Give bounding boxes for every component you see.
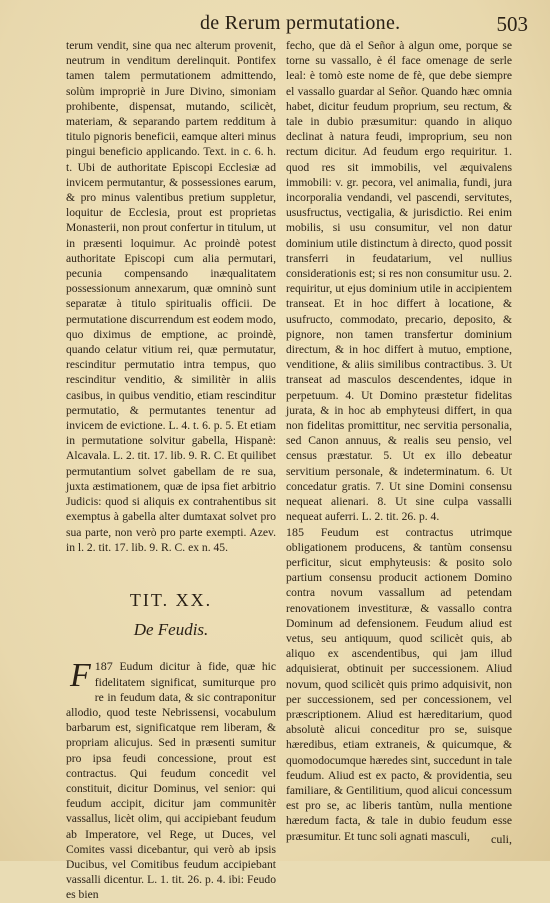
paragraph-185-text: Feudum est contractus utrimque obligationem producens, & tantùm consensu perficitur, sicut emphyteusis: & posito solo partium consensu producit actionem Domino contra novum vassallum ad petendam renovationem investituræ, & vassallo contra Dominum ad defensionem. Feudum aliud est vetus, seu antiquum, quod scilicèt quis, ab aliquo ex ascendentibus, qui jam illud adquisierat, obtinuit per successionem. Aliud novum, quod scilicèt quis primo adquisivit, non per successionem, sed per concessionem, vel præscriptionem. Aliud est hæreditarium, quod absolutè alicui conceditur pro se, suisque hæredibus, etiam extraneis, & quicumque, & quomodocumque hæredes sint, succedunt in tale feudum. Aliud est ex pacto, & providentia, seu familiare, & Gentilitium, quod alicui concessum est pro se, ac liberis tantùm, nulla mentione hæredum facta, & tale in dubio feudum esse præsumitur. Et tunc soli agnati masculi,	[286, 525, 512, 843]
paragraph-number: 185	[286, 524, 304, 539]
title-heading: TIT. XX.	[129, 589, 213, 610]
right-column	[286, 38, 512, 844]
right-paragraph-continued: fecho, que dà el Señor à algun ome, porque se torne su vassallo, è él face omenage de serle leal: è tomò este nome de fè, que debe siempre el vassallo guardar al Señor. Quando hæc omnia habet, dicitur feudum proprium, seu rectum, & tale in dubio præsumitur: quando in aliquo declinat à natura feudi, improprium, seu non rectum dicitur. Ad feudum ergo requiritur. 1. quod res sit immobilis, vel æquivalens immobili: v. gr. pecora, vel animalia, fundi, jura incorporalia vendandi, vel pascendi, servitutes, ususfructus, vectigalia, & jurisdictio. Rei enim mobilis, si usu consumitur, vel non datur dominium utile distinctum à directo, quod possit transferri in feudatarium, vel nullius considerationis est; si res non consumitur usu. 2. requiritur, ut ejus dominium utile in accipientem transeat. Et in hoc differt à locatione, & usufructo, commodato, precario, deposito, & pignore, non tamen transfertur dominium directum, & in hoc differt à mutuo, emptione, venditione, & aliis similibus contractibus. 3. Ut transeat ad masculos descendentes, idque in perpetuum. 4. Ut Domino præstetur fidelitas jurata, & in hoc ab emphyteusi differt, in qua non fidelitas promittitur, nec servitia personalia, sed Canon annuus, & realis seu pensio, vel census præstatur. 5. Ut ex illo debeatur servitium personale, & indeterminatum. 6. Ut concedatur gratis. 7. Ut sine Domini consensu nequeat alienari. 8. Ut sine culpa vassalli nequeat auferri. L. 2. tit. 26. p. 4.	[286, 39, 512, 524]
left-paragraph-continued: terum vendit, sine qua nec alterum provenit, neutrum in venditum derelinquit. Pontifex tamen talem permutationem admittendo, solùm impropriè in Jure Divino, simoniam prohibente, dispensat, mutando, scilicèt, materiam, & separando partem redditum à titulo pignoris beneficii, eamque alteri minus pingui beneficio applicando. Text. in c. 6. h. t. Ubi de authoritate Episcopi Ecclesiæ ad invicem permutantur, & possessiones earum, & pro minus valentibus pretium suppletur, loquitur de Ecclesia, prout est proprietas Monasterii, non prout confertur in titulum, ut in præsenti loquimur. Ac proindè potest authoritate Episcopi cum alia permutari, pecunia compensando inæqualitatem possessionum annexarum, quæ omninò sunt separatæ à titulo spiritualis officii. De permutatione discurrendum est eodem modo, quo diximus de emptione, ac proindè, quando celatur vitium rei, quæ permutatur, rescinditur permutatio intra tempus, quo rescinditur venditio, & similitèr in aliis casibus, in quibus venditio, etiam rescinditur permutatio, & permutantes tenentur ad invicem de evictione. L. 4. t. 6. p. 5. Et etiam in permutatione solvitur gabella, Hispanè: Alcavala. L. 2. tit. 17. lib. 9. R. C. Et quilibet permutantium solvet gabellam de re sua, juxta æstimationem, quæ de ipsa fiet arbitrio Judicis: quod si aliquis ex contrahentibus sit exemptus à gabella alter dumtaxat solvet pro sua parte, non verò pro parte exempti. Azev. in l. 2. tit. 17. lib. 9. R. C. ex n. 45.	[66, 39, 276, 554]
page-number: 503	[496, 12, 528, 36]
left-column	[66, 38, 276, 903]
paragraph-187-text: Eudum dicitur à fide, quæ hic fidelitatem significat, sumiturque pro re in feudum data, & sic contraponitur allodio, quod teste Nebrissensi, vocabulum barbarum est, significatque rem liberam, & propriam alicujus. Sed in præsenti sumitur pro ipsa feudi concessione, prout est contractus. Qui feudum concedit vel constituit, dicitur Dominus, vel senior: qui feudum accipit, dicitur jam communitèr vassallus, licèt olim, qui accipiebant feudum ab Imperatore, vel Rege, ut Duces, vel Comites vassi dicebantur, qui verò ab ipsis Ducibus, vel Comitibus feudum accipiebant vassalli dicentur. L. 1. tit. 26. p. 4. ibi: Feudo es bien	[66, 660, 276, 902]
drop-cap: F	[70, 657, 91, 695]
catchword: culi,	[491, 832, 512, 846]
running-title: de Rerum permutatione.	[200, 12, 401, 34]
section-subtitle: De Feudis.	[133, 620, 209, 640]
paragraph-187	[66, 659, 276, 902]
paragraph-number: 187	[94, 659, 113, 674]
paragraph-185	[286, 525, 512, 844]
running-head	[0, 12, 550, 36]
